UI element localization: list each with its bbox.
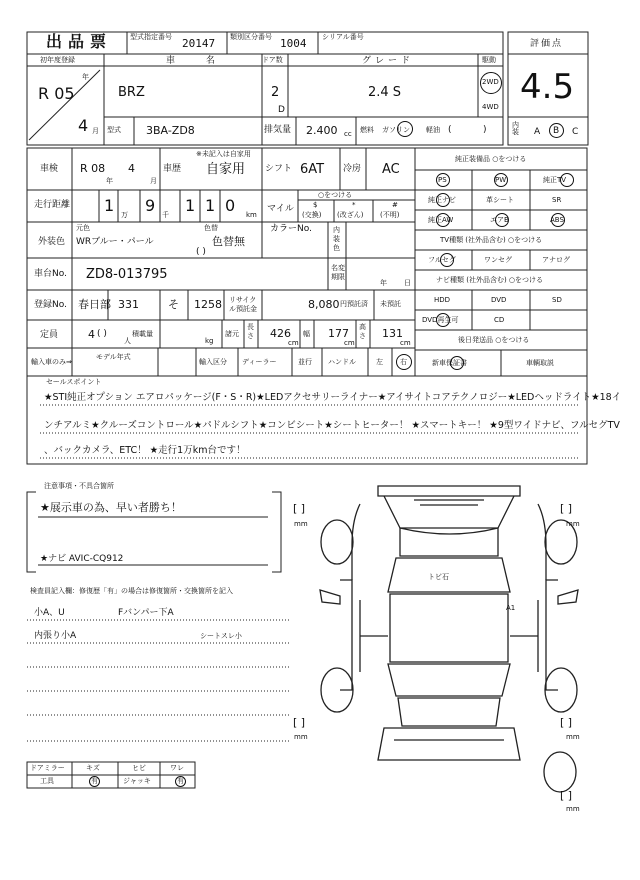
notes-line-2: ★ナビ AVIC-CQ912 (40, 554, 124, 564)
chassis-label: 車台No. (34, 269, 67, 279)
later-manual: 車輌取説 (526, 359, 554, 367)
name-change-label: 名変期限 (331, 264, 345, 281)
month-unit: 月 (92, 127, 99, 135)
tv-oneseg: ワンセグ (484, 256, 512, 264)
model-year-label: モデル年式 (96, 353, 131, 361)
interior-c: C (572, 127, 579, 137)
history-label: 車歴 (163, 164, 182, 174)
mileage-digit-3: 1 (185, 196, 196, 215)
equip-ps: PS (438, 176, 447, 184)
import-label: 輸入車のみ⇒ (31, 358, 72, 366)
navi-hdd: HDD (434, 296, 451, 304)
navi-dvd: DVD (491, 296, 507, 304)
left-label: 左 (376, 358, 383, 366)
year-unit: 年 (82, 73, 89, 81)
shift-label: シフト (265, 164, 293, 174)
fuel-light: 軽油 (426, 126, 440, 134)
mileage-unit: km (246, 211, 257, 219)
parallel-label: 並行 (298, 358, 312, 366)
interior-b: B (553, 126, 560, 136)
equip-genuine-tv: 純正TV (543, 176, 567, 184)
width-value: 177 (328, 327, 349, 340)
navi-dvd-play: DVD再生可 (422, 316, 459, 324)
recycle-unpaid: 未預託 (380, 300, 401, 308)
history-note: ※未記入は自家用 (196, 150, 251, 158)
legend-door-mirror: ドアミラー (30, 764, 65, 772)
doors-suffix: D (278, 105, 285, 115)
bracket-spare: [ ] (560, 789, 573, 802)
doors-label: ドア数 (262, 56, 283, 64)
reg-number: 1258 (194, 298, 222, 311)
fuel-gas: ガソリン (382, 126, 410, 134)
grade-value: 2.4 S (368, 85, 402, 100)
sales-line-3: 、バックカメラ、ETC！ ★走行1万km台です！ (44, 445, 246, 456)
navi-title: ナビ種類 (社外品含む) ○をつける (436, 276, 544, 284)
mileage-digit-2: 9 (145, 196, 156, 215)
inspection-month-unit: 月 (150, 177, 157, 185)
model-cert-label: 型式指定番号 (130, 33, 172, 41)
name-change-day-unit: 日 (404, 279, 411, 287)
mileage-digit-4: 1 (205, 196, 216, 215)
bracket-fr: [ ] (560, 502, 573, 515)
fuel-circle (397, 121, 413, 137)
height-value: 131 (382, 327, 403, 340)
mileage-digit-1: 1 (104, 196, 115, 215)
serial-label: シリアル番号 (322, 33, 364, 41)
interior-label: 内装 (512, 121, 519, 136)
capacity-unit: 人 (124, 337, 131, 345)
length-label: 長さ (247, 323, 254, 340)
width-unit: cm (344, 339, 355, 347)
swap-mark: $ (313, 201, 318, 209)
colorno-label: カラーNo. (270, 224, 312, 234)
load-label: 積載量 (132, 330, 153, 338)
tv-analog: アナログ (542, 256, 570, 264)
mileage-digit-5: 0 (225, 196, 236, 215)
inspector-line-2b: シートスレ小 (200, 632, 242, 640)
right-label: 右 (400, 358, 407, 366)
model-cert-value: 20147 (182, 37, 216, 50)
shift-value: 6AT (300, 162, 325, 177)
inspection-year-unit: 年 (106, 177, 113, 185)
legend-jack-yes: 有 (177, 777, 184, 785)
drive-label: 駆動 (482, 56, 496, 64)
mm-rr: mm (566, 733, 580, 741)
first-reg-era: R 05 (38, 84, 75, 103)
sales-label: セールスポイント (46, 378, 102, 386)
handle-label: ハンドル (328, 358, 356, 366)
form-title: 出品票 (46, 32, 113, 51)
capacity-value: 4 (88, 328, 95, 341)
unknown-mark: # (392, 201, 398, 209)
equip-genuine-navi: 純正ナビ (428, 196, 456, 204)
mm-spare: mm (566, 805, 580, 813)
class-label: 類別区分番号 (230, 33, 272, 41)
mileage-label: 走行距離 (34, 200, 71, 210)
inspection-value: R 08 (80, 162, 106, 175)
bracket-fl: [ ] (293, 502, 306, 515)
notes-line-1: ★展示車の為、早い者勝ち！ (40, 501, 182, 514)
mileage-man-unit: 万 (121, 211, 128, 219)
mileage-sen-unit: 千 (162, 211, 169, 219)
legend-tools-yes: 有 (91, 777, 98, 785)
reg-class: 331 (118, 298, 139, 311)
inspector-line-2a: 内張り小A (34, 631, 77, 641)
color-change-value: 色替無 (212, 235, 245, 248)
mark-a1: A1 (506, 604, 516, 612)
tv-title: TV種類 (社外品含む) ○をつける (440, 236, 543, 244)
equip-pw: PW (495, 176, 507, 184)
capacity-paren: ( ) (97, 329, 107, 339)
fuel-other-bracket: ( ) (448, 125, 487, 135)
mm-fl: mm (294, 520, 308, 528)
mile-label: マイル (267, 204, 294, 214)
notes-label: 注意事項・不具合箇所 (44, 482, 114, 490)
tv-fullseg: フルセグ (428, 256, 456, 264)
drive-4wd: 4WD (482, 103, 499, 111)
later-title: 後日発送品 ○をつける (458, 336, 530, 344)
doors-value: 2 (271, 85, 280, 100)
drive-2wd: 2WD (482, 78, 499, 86)
grade-label: グレード (362, 56, 415, 66)
recycle-value: 8,080 (308, 298, 340, 311)
color-paren: ( ) (196, 247, 206, 257)
tamper-label: (改ざん) (337, 211, 364, 219)
inspector-label: 検査員記入欄：修復歴「有」の場合は修復箇所・交換箇所を記入 (30, 587, 233, 595)
legend-scratch: キズ (86, 764, 100, 772)
name-change-year-unit: 年 (380, 279, 387, 287)
navi-sd: SD (552, 296, 562, 304)
score-label: 評価点 (530, 39, 564, 49)
swap-label: (交換) (302, 211, 322, 219)
inspection-month: 4 (128, 162, 135, 175)
equip-sr: SR (552, 196, 562, 204)
legend-crack: ヒビ (132, 764, 146, 772)
inspector-line-1b: Fバンパー下A (118, 608, 174, 618)
navi-cd: CD (494, 316, 505, 324)
car-name-label: 車 名 (166, 56, 229, 66)
dims-label: 諸元 (225, 330, 239, 338)
reg-kana: そ (168, 298, 179, 311)
bracket-rr: [ ] (560, 716, 573, 729)
fuel-label: 燃料 (360, 126, 374, 134)
unknown-label: (不明) (380, 211, 400, 219)
orig-color-label: 元色 (76, 224, 90, 232)
mark-note: ○をつける (318, 191, 353, 199)
sales-line-1: ★STI純正オプション エアロパッケージ(F・S・R)★LEDアクセサリーライナー★アイサイトコアテクノロジー★LEDヘッドライト★18イ (44, 392, 622, 403)
first-reg-label: 初年度登録 (40, 56, 75, 64)
tamper-mark: * (352, 201, 356, 209)
ac-label: 冷房 (343, 164, 362, 174)
score-value: 4.5 (520, 67, 575, 107)
displacement-value: 2.400 (306, 124, 338, 137)
reg-area: 春日部 (78, 298, 111, 311)
import-type-label: 輸入区分 (199, 358, 227, 366)
mark-stone-chip: トビ石 (428, 573, 449, 581)
genuine-title: 純正装備品 ○をつける (455, 155, 527, 163)
height-unit: cm (400, 339, 411, 347)
color-change-label: 色替 (204, 224, 218, 232)
displacement-unit: cc (344, 130, 352, 138)
model-label: 型式 (107, 126, 121, 134)
later-warranty: 新車保証書 (432, 359, 467, 367)
height-label: 高さ (359, 323, 366, 340)
equip-leather: 革シート (486, 196, 514, 204)
sales-line-2: ンチアルミ★クルーズコントロール★パドルシフト★コンビシート★シートヒーター！ ★スマートキー！ ★9型ワイドナビ、フルセグTV (44, 420, 620, 431)
equip-abs: ABS (550, 216, 564, 224)
capacity-label: 定員 (40, 330, 59, 340)
interior-color-label: 内装色 (333, 226, 340, 252)
history-value: 自家用 (206, 162, 246, 177)
inspector-line-1a: 小A、U (34, 608, 65, 618)
recycle-status: 円預託済 (340, 300, 368, 308)
color-label: 外装色 (38, 237, 66, 247)
interior-a: A (534, 127, 541, 137)
legend-jack: ジャッキ (123, 777, 151, 785)
car-name-value: BRZ (118, 85, 145, 100)
length-value: 426 (270, 327, 291, 340)
dealer-label: ディーラー (242, 358, 277, 366)
reg-label: 登録No. (34, 300, 67, 310)
equip-genuine-aw: 純正AW (428, 216, 454, 224)
equip-airbag: エアB (490, 216, 509, 224)
recycle-label: リサイクル預託金 (229, 296, 257, 313)
orig-color-value: WRブルー・パール (76, 237, 154, 247)
legend-break: ワレ (170, 764, 184, 772)
inspection-label: 車検 (40, 164, 59, 174)
legend-tools: 工具 (40, 777, 54, 785)
mm-fr: mm (566, 520, 580, 528)
ac-value: AC (382, 162, 400, 177)
first-reg-month: 4 (78, 116, 89, 135)
model-value: 3BA-ZD8 (146, 124, 195, 137)
vehicle-diagram (320, 486, 578, 792)
chassis-value: ZD8-013795 (86, 267, 168, 282)
length-unit: cm (288, 339, 299, 347)
width-label: 幅 (303, 330, 310, 338)
mm-rl: mm (294, 733, 308, 741)
class-value: 1004 (280, 37, 307, 50)
load-unit: kg (205, 337, 214, 345)
bracket-rl: [ ] (293, 716, 306, 729)
displacement-label: 排気量 (264, 125, 292, 135)
